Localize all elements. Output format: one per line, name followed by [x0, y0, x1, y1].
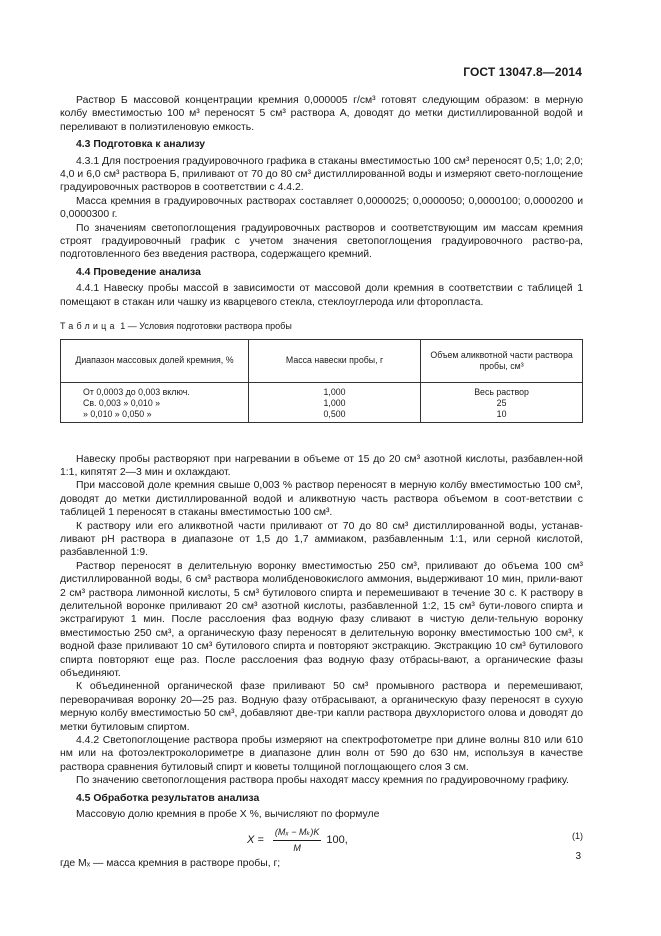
- standard-number: ГОСТ 13047.8—2014: [463, 65, 582, 79]
- paragraph-calibration-mass: Масса кремния в градуировочных растворах составляет 0,0000025; 0,0000050; 0,0000100; 0,0000200 и 0,0000300 г.: [60, 195, 583, 221]
- table-row: [61, 382, 583, 398]
- page-number: 3: [575, 851, 581, 862]
- table-cell: 25: [421, 398, 583, 409]
- formula-numerator: (Mₓ − Mₖ)K: [273, 826, 322, 840]
- table-cell: » 0,010 » 0,050 »: [61, 409, 249, 423]
- table-header-cell: Масса навески пробы, г: [248, 339, 420, 382]
- formula-lhs: X =: [247, 834, 264, 847]
- paragraph-dissolution: Навеску пробы растворяют при нагревании в объеме от 15 до 20 см³ азотной кислоты, разбавлен-ной 1:1, кипятят 2—3 мин и охлаждают.: [60, 453, 583, 478]
- table-caption: [60, 320, 583, 333]
- paragraph-extraction: Раствор переносят в делительную воронку вместимостью 250 см³, приливают до объема 100 см³ дистиллированной воды, 6 см³ раствора молибденовокислого аммония, выдерживают 10 мин, прили-вают 2 см³ раствора лимонной кислоты, 5 см³ бутилового спирта и перемешивают в течение 30 с. К раствору в делительной воронке приливают 20 см³ азотной кислоты, разбавленной 1:2, 15 см³ бути-лового спирта и экстрагируют 1 мин. После расслоения фаз водную фазу сливают в чистую дели-тельную воронку вместимостью 250 см³, а органическую фазу переносят в делительную воронку вместимостью 100 см³, к водной фазе приливают 10 см³ бутилового спирта и повторяют экстракцию. Экстракцию 10 см³ бутилового спирта повторяют еще раз. После расслоения фаз водную фазу отбрасы-вают, а органические фазы объединяют.: [60, 560, 583, 679]
- table-cell: 0,500: [248, 409, 420, 423]
- table-cell: 1,000: [248, 382, 420, 398]
- table-cell: Св. 0,003 » 0,010 »: [61, 398, 249, 409]
- table-caption-word: Таблица: [60, 321, 118, 332]
- paragraph-4-4-2: 4.4.2 Светопоглощение раствора пробы измеряют на спектрофотометре при длине волны 810 или 610 нм или на фотоэлектроколориметре в диапазоне длин волн от 590 до 630 нм, используя в качестве раствора сравнения бутиловый спирт и кюветы толщиной поглощающего слоя 3 см.: [60, 735, 583, 773]
- paragraph-silicon-mass: По значению светопоглощения раствора пробы находят массу кремния по градуировочному графику.: [76, 775, 569, 787]
- paragraph-where-mx: где Mₓ — масса кремния в растворе пробы, г;: [60, 858, 281, 870]
- formula-1: [60, 822, 583, 855]
- paragraph-mass-fraction: Массовую долю кремния в пробе X %, вычисляют по формуле: [76, 809, 380, 821]
- table-row: [61, 409, 583, 423]
- formula-fraction: [273, 826, 322, 855]
- document-body: [60, 94, 583, 871]
- table-caption-text: 1 — Условия подготовки раствора пробы: [117, 321, 292, 332]
- paragraph-solution-b: Раствор Б массовой концентрации кремния 0,000005 г/см³ готовят следующим образом: в мерную колбу вместимостью 100 м³ переносят 5 см³ раствора А, доводят до метки дистиллированной водой и переливают в полиэтиленовую емкость.: [60, 95, 583, 133]
- table-cell: 1,000: [248, 398, 420, 409]
- section-4-5-heading: 4.5 Обработка результатов анализа: [76, 792, 260, 804]
- formula-multiplier: 100,: [326, 834, 348, 847]
- table-header-cell: Объем аликвотной части раствора пробы, см³: [421, 339, 583, 382]
- paragraph-organic-phase: К объединенной органической фазе приливают 50 см³ промывного раствора и перемешивают, переворачивая воронку 20—25 раз. Водную фазу отбрасывают, а органическую фазу переносят в сухую мерную колбу вместимостью 50 см³, добавляют две-три капли раствора двухлористого олова и доводят до метки бутиловым спиртом.: [60, 681, 583, 733]
- paragraph-4-4-1: 4.4.1 Навеску пробы массой в зависимости от массовой доли кремния в соответствии с таблицей 1 помещают в стакан или чашку из кварцевого стекла, стеклоуглерода или фторопласта.: [60, 283, 583, 308]
- paragraph-ph-adjust: К раствору или его аликвотной части приливают от 70 до 80 см³ дистиллированной воды, устанав-ливают pH раствора в диапазоне от 1,5 до 1,7 аммиаком, разбавленным 1:1, или серной кислотой, разбавленной 1:9.: [60, 520, 583, 559]
- table-cell: 10: [421, 409, 583, 423]
- paragraph-4-3-1: 4.3.1 Для построения градуировочного графика в стаканы вместимостью 100 см³ переносят 0,5; 1,0; 2,0; 4,0 и 6,0 см³ раствора Б, приливают от 70 до 80 см³ дистиллированной воды и измеряют свето-поглощение градуировочных растворов в соответствии с 4.4.2.: [60, 155, 583, 194]
- paragraph-calibration-graph: По значениям светопоглощения градуировочных растворов и соответствующим им массам кремния строят градуировочный график с учетом значения светопоглощения градуировочного раство-ра, подготовленного без введения раствора, содержащего кремний.: [60, 222, 583, 261]
- sample-preparation-table: [60, 339, 583, 423]
- table-cell: От 0,0003 до 0,003 включ.: [61, 382, 249, 398]
- table-row: [61, 398, 583, 409]
- formula-number: (1): [572, 831, 583, 842]
- table-cell: Весь раствор: [421, 382, 583, 398]
- table-header-row: [61, 339, 583, 382]
- section-4-3-heading: 4.3 Подготовка к анализу: [76, 139, 206, 151]
- table-header-cell: Диапазон массовых долей кремния, %: [61, 339, 249, 382]
- formula-denominator: M: [293, 842, 301, 853]
- section-4-4-heading: 4.4 Проведение анализа: [76, 266, 201, 278]
- paragraph-dilution: При массовой доле кремния свыше 0,003 % раствор переносят в мерную колбу вместимостью 100 см³, доводят до метки дистиллированной водой и аликвотную часть раствора объемом в соот-ветствии с таблицей 1 переносят в стаканы вместимостью 100 см³.: [60, 480, 583, 519]
